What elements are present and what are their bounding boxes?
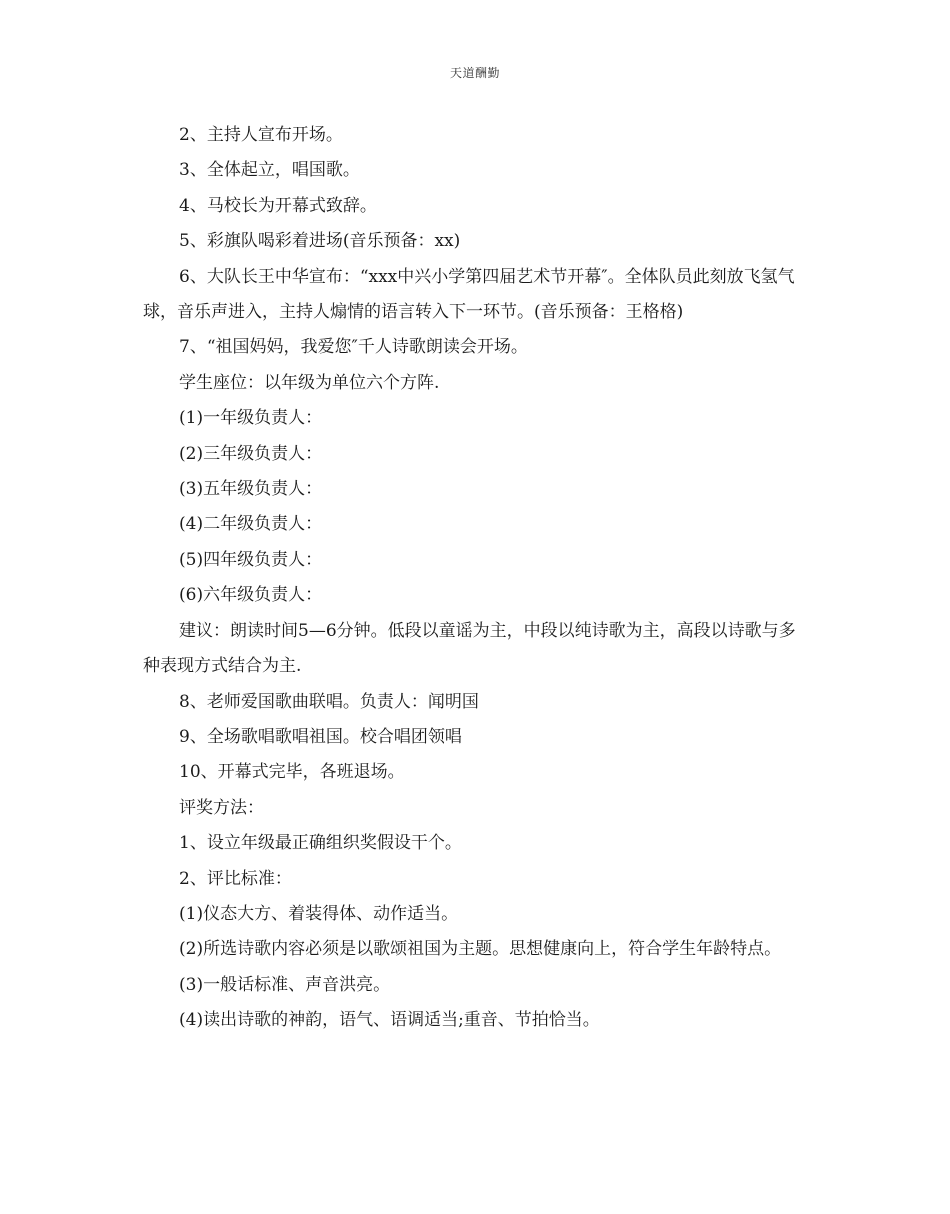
paragraph: 7、“祖国妈妈，我爱您″千人诗歌朗读会开场。 [179,337,528,358]
paragraph: 6、大队长王中华宣布：“xxx中兴小学第四届艺术节开幕″。全体队员此刻放飞氢气球，音乐声进入，主持人煽情的语言转入下一环节。(音乐预备：王格格) [143,266,795,323]
paragraph: (1)仪态大方、着装得体、动作适当。 [179,903,459,924]
paragraph: 8、老师爱国歌曲联唱。负责人：闻明国 [179,691,479,712]
paragraph: 10、开幕式完毕，各班退场。 [179,762,405,783]
paragraph: 学生座位：以年级为单位六个方阵. [179,372,440,393]
paragraph: (3)一般话标准、声音洪亮。 [179,974,391,995]
paragraph: 评奖方法： [179,797,264,818]
page-header: 天道酬勤 [449,66,500,80]
paragraph: (4)二年级负责人： [179,514,323,535]
paragraph: (1)一年级负责人： [179,408,323,429]
paragraph: (3)五年级负责人： [179,479,323,500]
paragraph: 9、全场歌唱歌唱祖国。校合唱团领唱 [179,726,462,747]
paragraph: 1、设立年级最正确组织奖假设干个。 [179,833,462,854]
paragraph: (4)读出诗歌的神韵，语气、语调适当;重音、节拍恰当。 [179,1010,600,1031]
paragraph: (6)六年级负责人： [179,585,323,606]
paragraph: 5、彩旗队喝彩着进场(音乐预备：xx) [179,231,461,252]
paragraph: (2)所选诗歌内容必须是以歌颂祖国为主题。思想健康向上，符合学生年龄特点。 [179,939,782,960]
paragraph: 3、全体起立，唱国歌。 [179,160,360,181]
paragraph: 2、主持人宣布开场。 [179,125,343,145]
paragraph: (2)三年级负责人： [179,443,323,464]
paragraph: 2、评比标准： [179,868,292,889]
paragraph: 建议：朗读时间5—6分钟。低段以童谣为主，中段以纯诗歌为主，高段以诗歌与多种表现方式结合为主. [143,620,796,677]
paragraph: 4、马校长为开幕式致辞。 [179,195,377,216]
document-body [143,118,807,1039]
paragraph: (5)四年级负责人： [179,549,323,570]
